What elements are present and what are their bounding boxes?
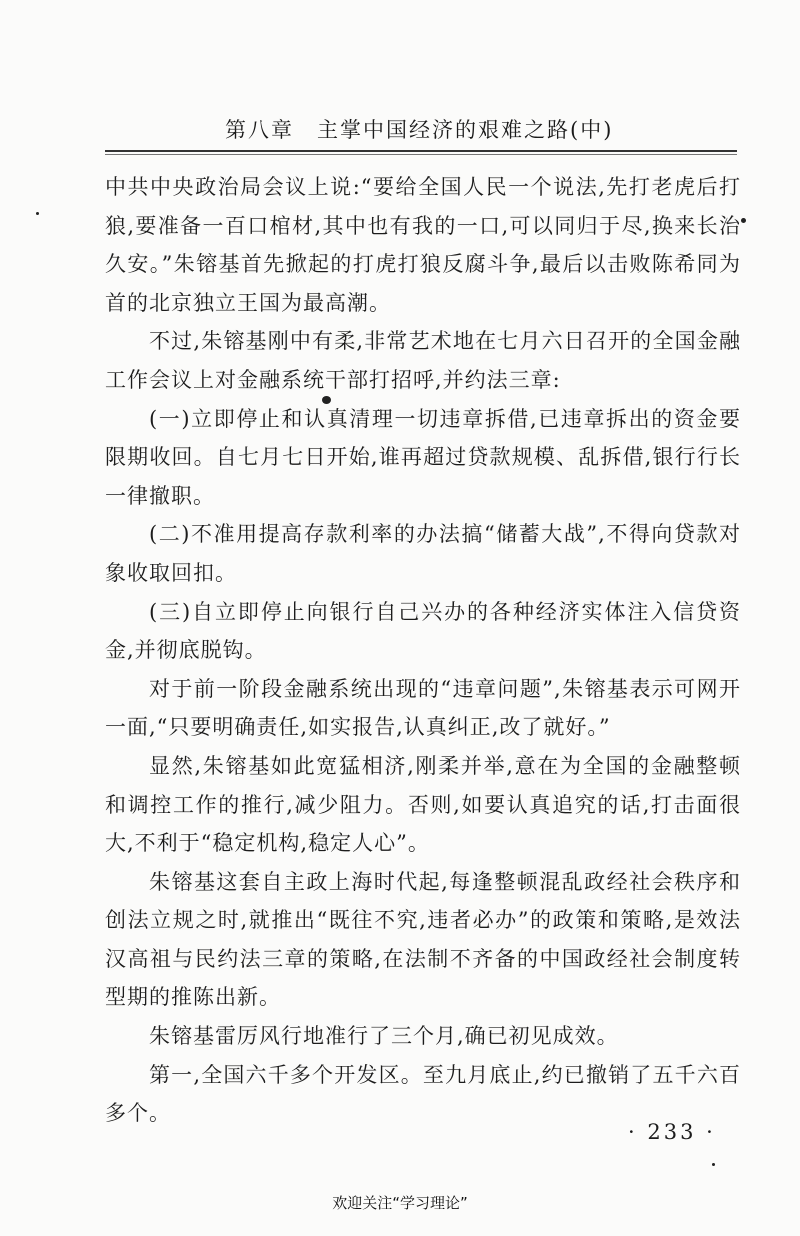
paragraph-6: 对于前一阶段金融系统出现的“违章问题”,朱镕基表示可网开一面,“只要明确责任,如实报告,认真纠正,改了就好。” (105, 676, 741, 740)
running-header (105, 112, 737, 152)
body-text (105, 168, 741, 1133)
scan-speck (322, 396, 331, 404)
scan-speck (712, 1163, 715, 1166)
scan-speck (741, 218, 746, 223)
paragraph-7: 显然,朱镕基如此宽猛相济,刚柔并举,意在为全国的金融整顿和调控工作的推行,减少阻力。否则,如要认真追究的话,打击面很大,不利于“稳定机构,稳定人心”。 (105, 753, 741, 856)
paragraph-9: 朱镕基雷厉风行地准行了三个月,确已初见成效。 (149, 1024, 619, 1049)
header-rule (105, 150, 737, 152)
chapter-title: 第八章 主掌中国经济的艰难之路(中) (225, 118, 614, 142)
paragraph-2: 不过,朱镕基刚中有柔,非常艺术地在七月六日召开的全国金融工作会议上对金融系统干部打招呼,并约法三章: (105, 329, 741, 392)
page-number: · 233 · (628, 1120, 716, 1144)
footer-note: 欢迎关注“学习理论” (332, 1194, 468, 1212)
paragraph-3: (一)立即停止和认真清理一切违章拆借,已违章拆出的资金要限期收回。自七月七日开始,谁再超过贷款规模、乱拆借,银行行长一律撤职。 (105, 406, 741, 508)
paragraph-4: (二)不准用提高存款利率的办法搞“储蓄大战”,不得向贷款对象收取回扣。 (105, 522, 741, 585)
paragraph-10: 第一,全国六千多个开发区。至九月底止,约已撤销了五千六百多个。 (105, 1062, 741, 1126)
paragraph-8: 朱镕基这套自主政上海时代起,每逢整顿混乱政经社会秩序和创法立规之时,就推出“既往不究,违者必办”的政策和策略,是效法汉高祖与民约法三章的策略,在法制不齐备的中国政经社会制度转型期的推陈出新。 (105, 869, 741, 1010)
paragraph-1: 中共中央政治局会议上说:“要给全国人民一个说法,先打老虎后打狼,要准备一百口棺材,其中也有我的一口,可以同归于尽,换来长治久安。”朱镕基首先掀起的打虎打狼反腐斗争,最后以击败陈希同为首的北京独立王国为最高潮。 (105, 175, 741, 315)
paragraph-5: (三)自立即停止向银行自己兴办的各种经济实体注入信贷资金,并彻底脱钩。 (105, 599, 741, 663)
scan-speck (36, 212, 39, 215)
header-rule-thin (105, 154, 737, 155)
